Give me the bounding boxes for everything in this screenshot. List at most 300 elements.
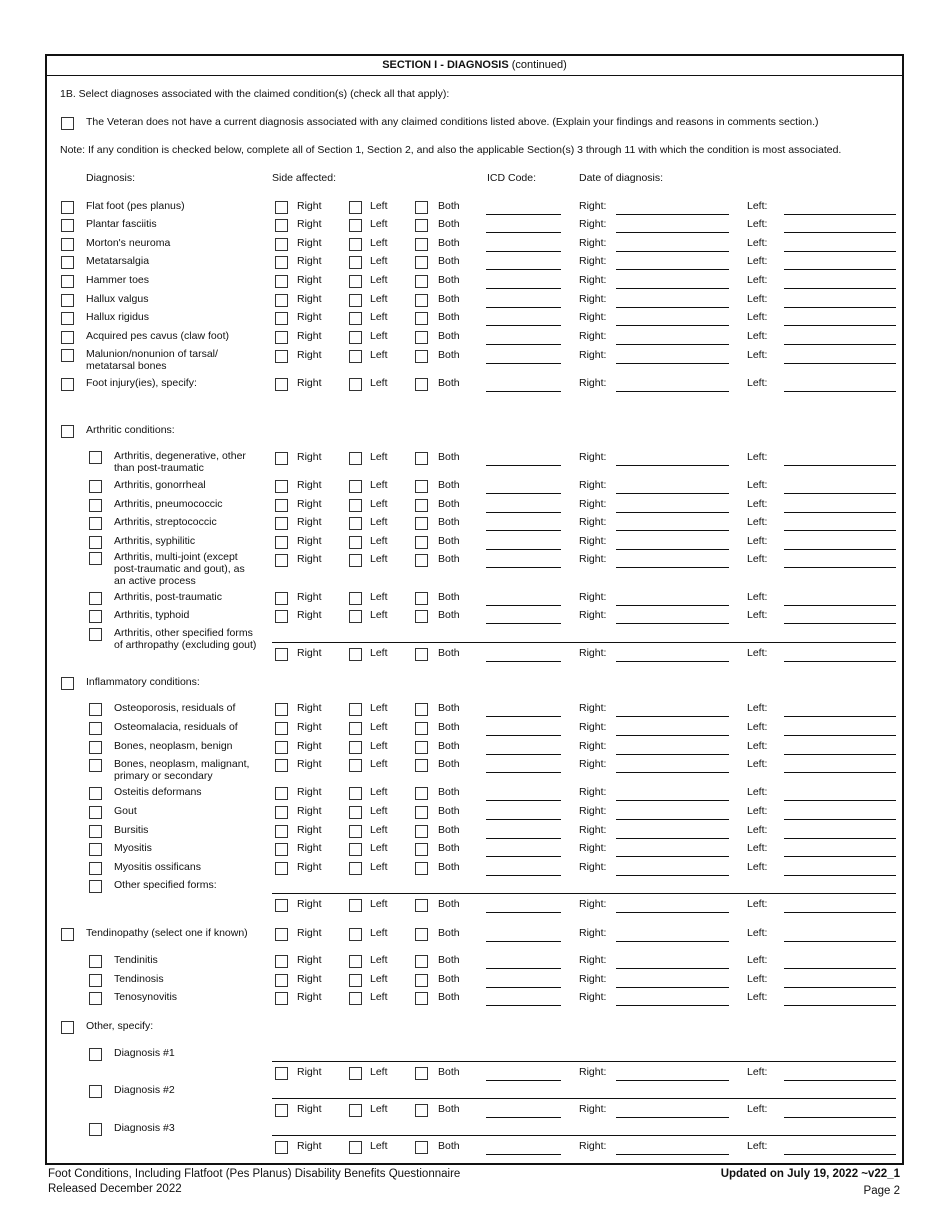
row-2-left-checkbox[interactable] xyxy=(349,219,362,232)
row-27-both-checkbox[interactable] xyxy=(415,843,428,856)
row-21-checkbox[interactable] xyxy=(89,722,102,735)
row-14-checkbox[interactable] xyxy=(89,517,102,530)
row-11-left-checkbox[interactable] xyxy=(349,452,362,465)
row-20-left-checkbox[interactable] xyxy=(349,703,362,716)
row-27-date-left-field[interactable] xyxy=(784,856,896,857)
row-24-date-left-field[interactable] xyxy=(784,800,896,801)
row-18-label: Arthritis, typhoid xyxy=(114,609,190,621)
row-12-date-right-label: Right: xyxy=(579,479,607,491)
row-29-left-checkbox[interactable] xyxy=(349,899,362,912)
row-5-right-checkbox[interactable] xyxy=(275,275,288,288)
row-26-date-right-field[interactable] xyxy=(616,838,729,839)
row-9-date-right-field[interactable] xyxy=(616,363,729,364)
row-34-both-checkbox[interactable] xyxy=(415,1104,428,1117)
row-5-both-checkbox[interactable] xyxy=(415,275,428,288)
row-5-checkbox[interactable] xyxy=(61,275,74,288)
row-34-right-checkbox[interactable] xyxy=(275,1104,288,1117)
row-30-left-checkbox[interactable] xyxy=(349,955,362,968)
row-6-date-left-field[interactable] xyxy=(784,307,896,308)
group-tendinopathy-date-left-field[interactable] xyxy=(784,941,896,942)
row-12-date-left-field[interactable] xyxy=(784,493,896,494)
row-31-right-checkbox[interactable] xyxy=(275,974,288,987)
row-27-left-checkbox[interactable] xyxy=(349,843,362,856)
row-24-both-checkbox[interactable] xyxy=(415,787,428,800)
row-23-checkbox[interactable] xyxy=(89,759,102,772)
row-13-both-checkbox[interactable] xyxy=(415,499,428,512)
row-32-both-label: Both xyxy=(438,991,460,1003)
group-arthritic-checkbox[interactable] xyxy=(61,425,74,438)
row-1-left-checkbox[interactable] xyxy=(349,201,362,214)
row-22-icd-field[interactable] xyxy=(486,754,561,755)
row-16-both-checkbox[interactable] xyxy=(415,554,428,567)
row-19-left-checkbox[interactable] xyxy=(349,648,362,661)
row-17-date-right-field[interactable] xyxy=(616,605,729,606)
row-28-left-checkbox[interactable] xyxy=(349,862,362,875)
row-34-date-right-label: Right: xyxy=(579,1103,607,1115)
row-12-icd-field[interactable] xyxy=(486,493,561,494)
row-30-both-label: Both xyxy=(438,954,460,966)
row-29-icd-field[interactable] xyxy=(486,912,561,913)
row-21-date-right-field[interactable] xyxy=(616,735,729,736)
row-29-date-left-field[interactable] xyxy=(784,912,896,913)
row-20-date-right-field[interactable] xyxy=(616,716,729,717)
row-30-icd-field[interactable] xyxy=(486,968,561,969)
row-15-both-checkbox[interactable] xyxy=(415,536,428,549)
row-35-both-checkbox[interactable] xyxy=(415,1141,428,1154)
row-34-left-checkbox[interactable] xyxy=(349,1104,362,1117)
row-1-both-checkbox[interactable] xyxy=(415,201,428,214)
row-33-right-checkbox[interactable] xyxy=(275,1067,288,1080)
row-18-left-label: Left xyxy=(370,609,388,621)
row-19-both-checkbox[interactable] xyxy=(415,648,428,661)
row-4-left-checkbox[interactable] xyxy=(349,256,362,269)
row-9-both-checkbox[interactable] xyxy=(415,350,428,363)
row-4-date-left-field[interactable] xyxy=(784,269,896,270)
row-28-checkbox[interactable] xyxy=(89,862,102,875)
row-21-icd-field[interactable] xyxy=(486,735,561,736)
row-18-date-right-field[interactable] xyxy=(616,623,729,624)
row-8-right-checkbox[interactable] xyxy=(275,331,288,344)
row-33-label: Diagnosis #1 xyxy=(114,1047,175,1059)
row-4-icd-field[interactable] xyxy=(486,269,561,270)
row-33-left-checkbox[interactable] xyxy=(349,1067,362,1080)
row-32-checkbox[interactable] xyxy=(89,992,102,1005)
row-18-both-checkbox[interactable] xyxy=(415,610,428,623)
row-13-icd-field[interactable] xyxy=(486,512,561,513)
row-22-left-checkbox[interactable] xyxy=(349,741,362,754)
row-15-icd-field[interactable] xyxy=(486,549,561,550)
row-5-left-label: Left xyxy=(370,274,388,286)
row-23-both-checkbox[interactable] xyxy=(415,759,428,772)
row-2-right-label: Right xyxy=(297,218,322,230)
row-3-icd-field[interactable] xyxy=(486,251,561,252)
row-11-icd-field[interactable] xyxy=(486,465,561,466)
row-24-icd-field[interactable] xyxy=(486,800,561,801)
row-10-label: Foot injury(ies), specify: xyxy=(86,377,197,389)
group-tendinopathy-date-right-field[interactable] xyxy=(616,941,729,942)
row-27-right-checkbox[interactable] xyxy=(275,843,288,856)
row-19-right-checkbox[interactable] xyxy=(275,648,288,661)
row-11-both-checkbox[interactable] xyxy=(415,452,428,465)
row-32-date-left-field[interactable] xyxy=(784,1005,896,1006)
row-13-date-left-field[interactable] xyxy=(784,512,896,513)
row-5-date-left-field[interactable] xyxy=(784,288,896,289)
row-7-date-right-field[interactable] xyxy=(616,325,729,326)
row-27-date-right-field[interactable] xyxy=(616,856,729,857)
row-31-checkbox[interactable] xyxy=(89,974,102,987)
row-23-left-checkbox[interactable] xyxy=(349,759,362,772)
row-10-icd-field[interactable] xyxy=(486,391,561,392)
row-26-date-left-field[interactable] xyxy=(784,838,896,839)
row-10-date-left-field[interactable] xyxy=(784,391,896,392)
row-14-right-checkbox[interactable] xyxy=(275,517,288,530)
row-31-label: Tendinosis xyxy=(114,973,164,985)
row-17-date-left-label: Left: xyxy=(747,591,768,603)
row-23-date-right-field[interactable] xyxy=(616,772,729,773)
row-3-left-checkbox[interactable] xyxy=(349,238,362,251)
row-27-icd-field[interactable] xyxy=(486,856,561,857)
row-19-date-left-label: Left: xyxy=(747,647,768,659)
row-34-icd-field[interactable] xyxy=(486,1117,561,1118)
group-inflammatory-checkbox[interactable] xyxy=(61,677,74,690)
row-23-icd-field[interactable] xyxy=(486,772,561,773)
row-29-checkbox[interactable] xyxy=(89,880,102,893)
row-29-both-checkbox[interactable] xyxy=(415,899,428,912)
row-20-checkbox[interactable] xyxy=(89,703,102,716)
row-33-date-left-field[interactable] xyxy=(784,1080,896,1081)
row-16-date-left-field[interactable] xyxy=(784,567,896,568)
row-31-icd-field[interactable] xyxy=(486,987,561,988)
row-2-date-right-field[interactable] xyxy=(616,232,729,233)
row-28-right-checkbox[interactable] xyxy=(275,862,288,875)
group-tendinopathy-both-checkbox[interactable] xyxy=(415,928,428,941)
row-1-icd-field[interactable] xyxy=(486,214,561,215)
question-1b: 1B. Select diagnoses associated with the claimed condition(s) (check all that apply): xyxy=(60,88,450,100)
row-9-checkbox[interactable] xyxy=(61,349,74,362)
row-11-date-left-field[interactable] xyxy=(784,465,896,466)
row-28-right-label: Right xyxy=(297,861,322,873)
row-9-date-left-field[interactable] xyxy=(784,363,896,364)
row-17-date-left-field[interactable] xyxy=(784,605,896,606)
row-4-date-right-field[interactable] xyxy=(616,269,729,270)
row-14-both-checkbox[interactable] xyxy=(415,517,428,530)
row-31-left-checkbox[interactable] xyxy=(349,974,362,987)
row-25-checkbox[interactable] xyxy=(89,806,102,819)
row-29-both-label: Both xyxy=(438,898,460,910)
row-3-both-label: Both xyxy=(438,237,460,249)
row-8-icd-field[interactable] xyxy=(486,344,561,345)
row-19-date-right-field[interactable] xyxy=(616,661,729,662)
row-16-left-checkbox[interactable] xyxy=(349,554,362,567)
row-5-date-right-field[interactable] xyxy=(616,288,729,289)
row-26-right-checkbox[interactable] xyxy=(275,825,288,838)
row-7-label: Hallux rigidus xyxy=(86,311,150,323)
row-2-both-checkbox[interactable] xyxy=(415,219,428,232)
row-10-right-checkbox[interactable] xyxy=(275,378,288,391)
row-29-right-checkbox[interactable] xyxy=(275,899,288,912)
row-28-icd-field[interactable] xyxy=(486,875,561,876)
row-33-icd-field[interactable] xyxy=(486,1080,561,1081)
row-6-both-checkbox[interactable] xyxy=(415,294,428,307)
row-17-checkbox[interactable] xyxy=(89,592,102,605)
row-18-icd-field[interactable] xyxy=(486,623,561,624)
row-19-icd-field[interactable] xyxy=(486,661,561,662)
row-15-date-left-field[interactable] xyxy=(784,549,896,550)
row-23-date-left-label: Left: xyxy=(747,758,768,770)
row-25-icd-field[interactable] xyxy=(486,819,561,820)
row-33-both-label: Both xyxy=(438,1066,460,1078)
group-other-label: Other, specify: xyxy=(86,1020,154,1032)
row-1-checkbox[interactable] xyxy=(61,201,74,214)
page-number: Page 2 xyxy=(863,1185,900,1197)
row-7-checkbox[interactable] xyxy=(61,312,74,325)
row-1-right-checkbox[interactable] xyxy=(275,201,288,214)
row-14-date-left-field[interactable] xyxy=(784,530,896,531)
row-17-left-checkbox[interactable] xyxy=(349,592,362,605)
row-16-right-checkbox[interactable] xyxy=(275,554,288,567)
row-4-checkbox[interactable] xyxy=(61,256,74,269)
row-21-left-checkbox[interactable] xyxy=(349,722,362,735)
row-35-date-right-field[interactable] xyxy=(616,1154,729,1155)
row-25-both-checkbox[interactable] xyxy=(415,806,428,819)
no-diagnosis-checkbox[interactable] xyxy=(61,117,74,130)
row-24-date-right-field[interactable] xyxy=(616,800,729,801)
row-23-date-left-field[interactable] xyxy=(784,772,896,773)
row-32-left-label: Left xyxy=(370,991,388,1003)
row-35-icd-field[interactable] xyxy=(486,1154,561,1155)
row-1-date-right-field[interactable] xyxy=(616,214,729,215)
row-20-both-checkbox[interactable] xyxy=(415,703,428,716)
row-34-date-right-field[interactable] xyxy=(616,1117,729,1118)
row-28-date-left-field[interactable] xyxy=(784,875,896,876)
row-4-both-checkbox[interactable] xyxy=(415,256,428,269)
group-other-checkbox[interactable] xyxy=(61,1021,74,1034)
row-23-right-checkbox[interactable] xyxy=(275,759,288,772)
row-2-date-left-label: Left: xyxy=(747,218,768,230)
row-27-checkbox[interactable] xyxy=(89,843,102,856)
row-3-both-checkbox[interactable] xyxy=(415,238,428,251)
row-32-both-checkbox[interactable] xyxy=(415,992,428,1005)
row-15-left-checkbox[interactable] xyxy=(349,536,362,549)
row-19-checkbox[interactable] xyxy=(89,628,102,641)
row-30-right-checkbox[interactable] xyxy=(275,955,288,968)
row-16-checkbox[interactable] xyxy=(89,552,102,565)
row-35-left-checkbox[interactable] xyxy=(349,1141,362,1154)
group-tendinopathy-checkbox[interactable] xyxy=(61,928,74,941)
row-24-checkbox[interactable] xyxy=(89,787,102,800)
row-35-specify-field[interactable] xyxy=(272,1135,896,1136)
row-32-date-right-field[interactable] xyxy=(616,1005,729,1006)
row-33-date-right-field[interactable] xyxy=(616,1080,729,1081)
row-32-left-checkbox[interactable] xyxy=(349,992,362,1005)
row-22-date-left-field[interactable] xyxy=(784,754,896,755)
row-12-left-checkbox[interactable] xyxy=(349,480,362,493)
row-8-left-checkbox[interactable] xyxy=(349,331,362,344)
row-31-date-left-field[interactable] xyxy=(784,987,896,988)
row-20-date-left-field[interactable] xyxy=(784,716,896,717)
row-26-icd-field[interactable] xyxy=(486,838,561,839)
row-26-date-left-label: Left: xyxy=(747,824,768,836)
row-12-checkbox[interactable] xyxy=(89,480,102,493)
row-21-both-checkbox[interactable] xyxy=(415,722,428,735)
row-14-icd-field[interactable] xyxy=(486,530,561,531)
row-30-both-checkbox[interactable] xyxy=(415,955,428,968)
row-15-date-right-field[interactable] xyxy=(616,549,729,550)
row-35-right-checkbox[interactable] xyxy=(275,1141,288,1154)
row-21-right-checkbox[interactable] xyxy=(275,722,288,735)
row-2-right-checkbox[interactable] xyxy=(275,219,288,232)
group-tendinopathy-icd-field[interactable] xyxy=(486,941,561,942)
row-11-right-checkbox[interactable] xyxy=(275,452,288,465)
row-29-specify-field[interactable] xyxy=(272,893,896,894)
row-5-right-label: Right xyxy=(297,274,322,286)
row-22-both-checkbox[interactable] xyxy=(415,741,428,754)
row-22-checkbox[interactable] xyxy=(89,741,102,754)
row-20-right-checkbox[interactable] xyxy=(275,703,288,716)
row-7-left-checkbox[interactable] xyxy=(349,312,362,325)
row-25-date-right-field[interactable] xyxy=(616,819,729,820)
row-12-date-right-field[interactable] xyxy=(616,493,729,494)
row-20-icd-field[interactable] xyxy=(486,716,561,717)
row-29-date-right-field[interactable] xyxy=(616,912,729,913)
row-7-both-checkbox[interactable] xyxy=(415,312,428,325)
row-17-both-checkbox[interactable] xyxy=(415,592,428,605)
row-2-checkbox[interactable] xyxy=(61,219,74,232)
row-10-date-right-field[interactable] xyxy=(616,391,729,392)
row-34-date-left-field[interactable] xyxy=(784,1117,896,1118)
row-6-date-right-label: Right: xyxy=(579,293,607,305)
row-24-right-checkbox[interactable] xyxy=(275,787,288,800)
row-6-checkbox[interactable] xyxy=(61,294,74,307)
row-9-icd-field[interactable] xyxy=(486,363,561,364)
row-19-right-label: Right xyxy=(297,647,322,659)
row-3-checkbox[interactable] xyxy=(61,238,74,251)
row-11-date-right-field[interactable] xyxy=(616,465,729,466)
row-33-specify-field[interactable] xyxy=(272,1061,896,1062)
row-17-right-checkbox[interactable] xyxy=(275,592,288,605)
row-28-both-checkbox[interactable] xyxy=(415,862,428,875)
row-25-date-left-field[interactable] xyxy=(784,819,896,820)
row-26-both-checkbox[interactable] xyxy=(415,825,428,838)
row-6-right-checkbox[interactable] xyxy=(275,294,288,307)
row-18-right-checkbox[interactable] xyxy=(275,610,288,623)
row-26-checkbox[interactable] xyxy=(89,825,102,838)
row-16-right-label: Right xyxy=(297,553,322,565)
row-33-checkbox[interactable] xyxy=(89,1048,102,1061)
row-14-left-checkbox[interactable] xyxy=(349,517,362,530)
row-7-icd-field[interactable] xyxy=(486,325,561,326)
row-8-date-left-field[interactable] xyxy=(784,344,896,345)
row-30-date-right-field[interactable] xyxy=(616,968,729,969)
row-25-left-checkbox[interactable] xyxy=(349,806,362,819)
row-8-date-right-field[interactable] xyxy=(616,344,729,345)
row-9-left-checkbox[interactable] xyxy=(349,350,362,363)
row-9-right-checkbox[interactable] xyxy=(275,350,288,363)
row-19-date-left-field[interactable] xyxy=(784,661,896,662)
row-5-left-checkbox[interactable] xyxy=(349,275,362,288)
row-15-checkbox[interactable] xyxy=(89,536,102,549)
row-32-icd-field[interactable] xyxy=(486,1005,561,1006)
row-34-checkbox[interactable] xyxy=(89,1085,102,1098)
row-2-icd-field[interactable] xyxy=(486,232,561,233)
row-3-date-left-field[interactable] xyxy=(784,251,896,252)
row-35-date-left-field[interactable] xyxy=(784,1154,896,1155)
row-25-date-left-label: Left: xyxy=(747,805,768,817)
row-16-date-right-field[interactable] xyxy=(616,567,729,568)
row-26-left-checkbox[interactable] xyxy=(349,825,362,838)
row-3-right-checkbox[interactable] xyxy=(275,238,288,251)
row-14-date-right-field[interactable] xyxy=(616,530,729,531)
row-12-both-checkbox[interactable] xyxy=(415,480,428,493)
row-31-both-checkbox[interactable] xyxy=(415,974,428,987)
row-24-left-checkbox[interactable] xyxy=(349,787,362,800)
row-7-right-checkbox[interactable] xyxy=(275,312,288,325)
row-12-right-checkbox[interactable] xyxy=(275,480,288,493)
row-22-date-right-field[interactable] xyxy=(616,754,729,755)
row-17-icd-field[interactable] xyxy=(486,605,561,606)
row-2-date-left-field[interactable] xyxy=(784,232,896,233)
row-6-left-checkbox[interactable] xyxy=(349,294,362,307)
row-8-both-checkbox[interactable] xyxy=(415,331,428,344)
row-7-date-left-field[interactable] xyxy=(784,325,896,326)
row-6-date-right-field[interactable] xyxy=(616,307,729,308)
row-32-right-checkbox[interactable] xyxy=(275,992,288,1005)
row-20-both-label: Both xyxy=(438,702,460,714)
row-4-right-checkbox[interactable] xyxy=(275,256,288,269)
row-15-right-checkbox[interactable] xyxy=(275,536,288,549)
row-18-left-checkbox[interactable] xyxy=(349,610,362,623)
row-10-checkbox[interactable] xyxy=(61,378,74,391)
row-13-date-right-field[interactable] xyxy=(616,512,729,513)
row-16-icd-field[interactable] xyxy=(486,567,561,568)
row-19-date-right-label: Right: xyxy=(579,647,607,659)
row-18-date-left-field[interactable] xyxy=(784,623,896,624)
row-19-specify-field[interactable] xyxy=(272,642,896,643)
row-11-checkbox[interactable] xyxy=(89,451,102,464)
row-30-checkbox[interactable] xyxy=(89,955,102,968)
row-30-date-left-field[interactable] xyxy=(784,968,896,969)
row-22-right-checkbox[interactable] xyxy=(275,741,288,754)
group-tendinopathy-left-checkbox[interactable] xyxy=(349,928,362,941)
row-13-date-right-label: Right: xyxy=(579,498,607,510)
row-13-left-checkbox[interactable] xyxy=(349,499,362,512)
row-5-icd-field[interactable] xyxy=(486,288,561,289)
row-19-left-label: Left xyxy=(370,647,388,659)
row-3-date-right-field[interactable] xyxy=(616,251,729,252)
row-18-checkbox[interactable] xyxy=(89,610,102,623)
row-25-right-checkbox[interactable] xyxy=(275,806,288,819)
row-28-date-right-field[interactable] xyxy=(616,875,729,876)
row-1-date-left-field[interactable] xyxy=(784,214,896,215)
row-35-checkbox[interactable] xyxy=(89,1123,102,1136)
row-31-date-right-field[interactable] xyxy=(616,987,729,988)
row-6-icd-field[interactable] xyxy=(486,307,561,308)
group-tendinopathy-right-checkbox[interactable] xyxy=(275,928,288,941)
row-13-checkbox[interactable] xyxy=(89,499,102,512)
row-23-date-right-label: Right: xyxy=(579,758,607,770)
row-21-date-left-field[interactable] xyxy=(784,735,896,736)
group-inflammatory-label: Inflammatory conditions: xyxy=(86,676,200,688)
row-19-label: Arthritis, other specified forms of arthropathy (excluding gout) xyxy=(114,627,257,651)
row-11-date-right-label: Right: xyxy=(579,451,607,463)
row-10-both-checkbox[interactable] xyxy=(415,378,428,391)
row-13-right-checkbox[interactable] xyxy=(275,499,288,512)
row-8-checkbox[interactable] xyxy=(61,331,74,344)
row-10-left-checkbox[interactable] xyxy=(349,378,362,391)
row-34-specify-field[interactable] xyxy=(272,1098,896,1099)
row-11-left-label: Left xyxy=(370,451,388,463)
row-33-both-checkbox[interactable] xyxy=(415,1067,428,1080)
